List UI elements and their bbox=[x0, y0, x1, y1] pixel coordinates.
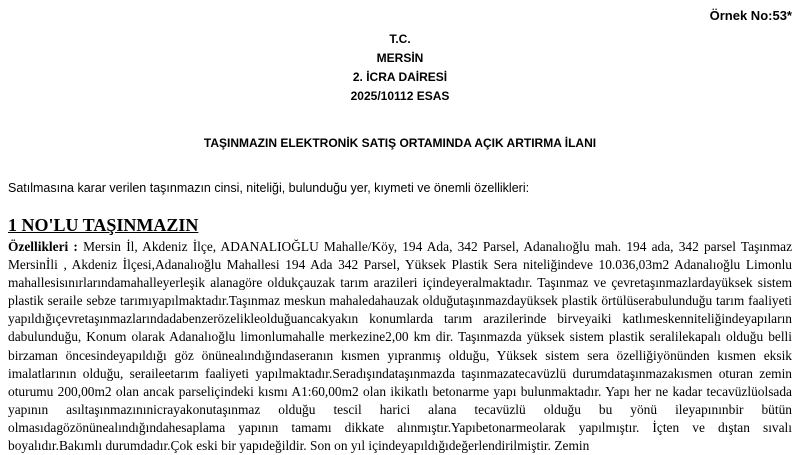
features-label: Özellikleri : bbox=[8, 239, 78, 254]
header-office: 2. İCRA DAİRESİ bbox=[352, 70, 448, 84]
example-number-label: Örnek No:53* bbox=[709, 8, 792, 23]
header-country: T.C. bbox=[389, 32, 411, 46]
header-file-number: 2025/10112 ESAS bbox=[350, 89, 450, 103]
section-heading: 1 NO'LU TAŞINMAZIN bbox=[8, 215, 199, 235]
property-description bbox=[8, 238, 792, 455]
intro-text: Satılmasına karar verilen taşınmazın cinsi, niteliği, bulunduğu yer, kıymeti ve önemli özellikleri: bbox=[8, 181, 530, 195]
header-city: MERSİN bbox=[376, 51, 424, 65]
document-title: TAŞINMAZIN ELEKTRONİK SATIŞ ORTAMINDA AÇIK ARTIRMA İLANI bbox=[203, 136, 597, 150]
features-text: Mersin İl, Akdeniz İlçe, ADANALIOĞLU Mahalle/Köy, 194 Ada, 342 Parsel, Adanalıoğlu mah. 194 ada, 342 parsel Taşınmaz Mersinİli , Akdeniz İlçesi,Adanalıoğlu Mahallesi 194 Ada 342 Parsel, Yüksek Plastik Sera niteliğindeve 10.036,03m2 Adanalıoğlu Limonlu mahallesisınırlarındamahalleyerleşik alanagöre oldukçauzak tarım arazileri içindeyeralmaktadır. Taşınmaz ve çevretaşınmazlardayüksek sistem plastik seraile sebze tarımıyapılmaktadır.Taşınmaz meskun mahaledahauzak olduğutaşınmazdayüksek plastik örtülüserabulunduğu tarım faaliyeti yapıldığıçevretaşınmazlarındadabenzerözelikleolduğuancakyakın konumlarda tarım arazilerinde birveyaiki katlımeskenniteliğindeyapıların dabulunduğu, Konum olarak Adanalıoğlu limonlumahalle merkezine2,00 km dir. Taşınmazda yüksek sistem plastik seralilekapalı olduğu belli birzaman öncesindeyapıldığı göz önünealındığındaseranın kısmen yıpranmış olduğu, Yüksek sistem sera özelliğiyönünden kısmen eksik imalatlarının olduğu, seraileetarım faaliyeti yapılmaktadır.Seradışındataşınmazda taşınmazatecavüzlü durumdataşınmazakısmen oturan zemin oturumu 200,00m2 olan ancak parseliçindeki kısmı A1:60,00m2 olan ikikatlı betonarme yapı bulunmaktadır. Yapı her ne kadar tecavüzlüolsada yapının asıltaşınmazınınicrayakonutaşınmaz olduğu tescil harici alana tecavüzlü olduğu bu yönü ileyapınınbir bütün olmasıdagözönünealındığındahesaplama yapının tamamı dikkate alınmıştır.Yapıbetonarmeolarak yapılmıştır. İçten ve dıştan sıvalı boyalıdır.Bakımlı durumdadır.Çok eski bir yapıdeğildir. Son on yıl içindeyapıldığıdeğerlendirilmiştir. Zemin bbox=[8, 239, 793, 454]
